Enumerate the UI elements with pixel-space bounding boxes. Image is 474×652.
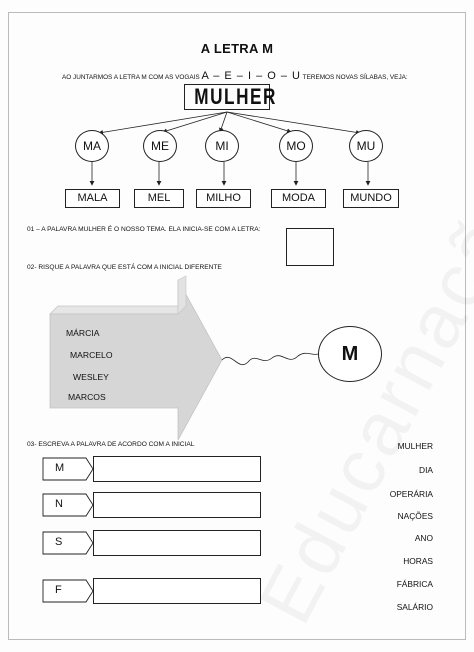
- word-bank-nacoes: NAÇÕES: [397, 511, 433, 521]
- question-1: 01 – A PALAVRA MULHER É O NOSSO TEMA. ELA INICIA-SE COM A LETRA:: [27, 226, 261, 233]
- connector-mi: [220, 112, 227, 132]
- word-bank-mulher: MULHER: [397, 441, 433, 451]
- word-mel: MEL: [134, 189, 184, 208]
- letter-tag-n: [43, 494, 93, 518]
- target-letter-ellipse: M: [318, 326, 382, 382]
- name-marcia[interactable]: MÁRCIA: [66, 328, 100, 338]
- letter-tag-label: S: [55, 536, 63, 548]
- word-mala: MALA: [65, 189, 120, 208]
- word-bank-dia: DIA: [419, 465, 433, 475]
- syllable-mi: MI: [205, 130, 239, 162]
- wavy-line: [222, 353, 318, 364]
- name-marcelo[interactable]: MARCELO: [70, 350, 113, 360]
- syllable-mo: MO: [279, 130, 313, 162]
- answer-line-f[interactable]: [93, 578, 261, 604]
- word-moda: MODA: [271, 189, 326, 208]
- answer-line-s[interactable]: [93, 530, 261, 556]
- letter-tag-label: F: [55, 584, 62, 596]
- letter-tag-f: [43, 580, 93, 604]
- intro-text-before: AO JUNTARMOS A LETRA M COM AS VOGAIS: [62, 74, 200, 81]
- word-milho: MILHO: [196, 189, 251, 208]
- main-word: MULHER: [194, 84, 278, 109]
- letter-tag-s: [43, 532, 93, 556]
- page-title: A LETRA M: [200, 41, 274, 56]
- intro-text-after: TEREMOS NOVAS SÍLABAS, VEJA:: [302, 74, 408, 81]
- word-mundo: MUNDO: [343, 189, 399, 208]
- syllable-ma: MA: [75, 130, 109, 162]
- arrow-shape-top: [50, 306, 186, 314]
- connector-mo: [227, 112, 291, 132]
- syllable-me: ME: [143, 130, 177, 162]
- name-marcos[interactable]: MARCOS: [68, 392, 106, 402]
- word-bank-operaria: OPERÁRIA: [389, 489, 433, 499]
- letter-tag-m: [43, 458, 93, 482]
- letter-tag-label: M: [55, 462, 65, 474]
- main-word-box: [184, 84, 278, 110]
- word-bank-salario: SALÁRIO: [396, 602, 433, 612]
- connector-me: [163, 112, 227, 132]
- question-3: 03- ESCREVA A PALAVRA DE ACORDO COM A INICIAL: [27, 441, 195, 448]
- arrow-shape-body: [50, 280, 222, 440]
- letter-tag-label: N: [55, 498, 63, 510]
- vowels-list: A – E – I – O – U: [201, 70, 301, 82]
- intro-sentence: [62, 70, 408, 82]
- word-bank-ano: ANO: [414, 533, 433, 543]
- word-bank-fabrica: FÁBRICA: [396, 579, 433, 589]
- answer-line-m[interactable]: [93, 456, 261, 482]
- syllable-mu: MU: [349, 130, 383, 162]
- answer-square-q1[interactable]: [286, 228, 334, 266]
- answer-line-n[interactable]: [93, 492, 261, 518]
- word-bank-horas: HORAS: [403, 556, 433, 566]
- question-2: 02- RISQUE A PALAVRA QUE ESTÁ COM A INICIAL DIFERENTE: [27, 264, 222, 271]
- name-wesley[interactable]: WESLEY: [73, 372, 109, 382]
